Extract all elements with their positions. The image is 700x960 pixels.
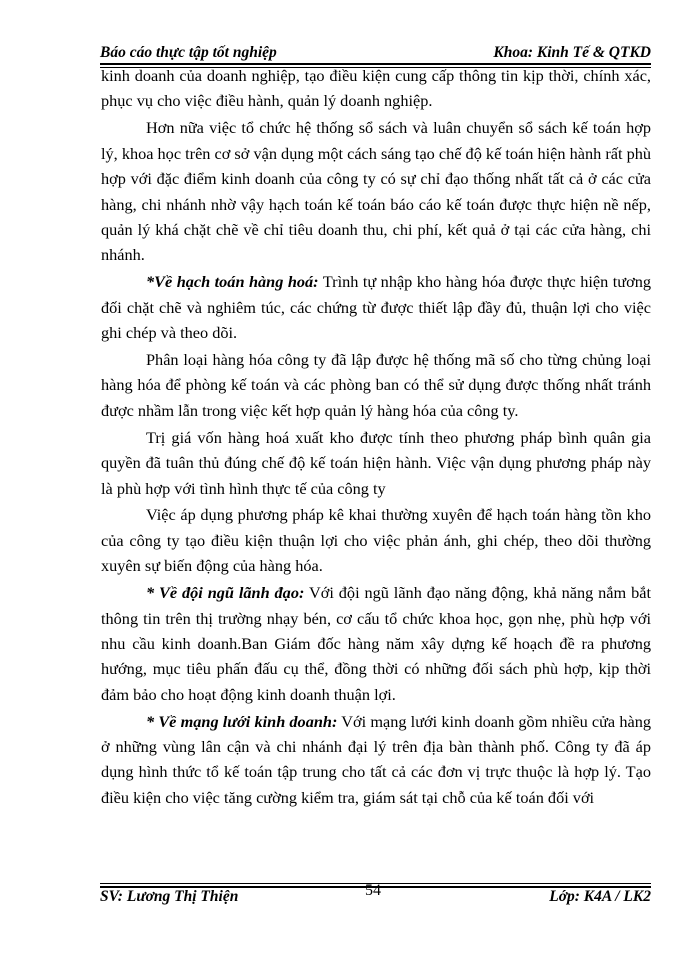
paragraph-1 [101,63,651,114]
document-body [101,63,651,812]
paragraph-7-text: Với đội ngũ lãnh đạo năng động, khả năng nắm bắt thông tin trên thị trường nhạy bén, cơ cấu tổ chức khoa học, gọn nhẹ, phù hợp với nhu cầu kinh doanh.Ban Giám đốc hàng năm xây dựng kế hoạch đề ra phương hướng, mục tiêu phấn đấu cụ thể, đồng thời có những đối sách phù hợp, kịp thời đảm bảo cho hoạt động kinh doanh thuận lợi. [101,583,651,704]
paragraph-2 [101,115,651,267]
paragraph-1-text: kinh doanh của doanh nghiệp, tạo điều kiện cung cấp thông tin kịp thời, chính xác, phục vụ cho việc điều hành, quản lý doanh nghiệp. [101,66,651,111]
paragraph-7-lead: * Về đội ngũ lãnh đạo: [146,583,305,603]
paragraph-5 [101,425,651,501]
header-faculty: Khoa: Kinh Tế & QTKD [493,44,651,61]
footer-student-name: SV: Lương Thị Thiện [100,888,239,905]
paragraph-7 [101,580,651,707]
footer-class: Lớp: K4A / LK2 [549,888,651,905]
paragraph-3-lead: *Về hạch toán hàng hoá: [146,272,319,292]
paragraph-3 [101,269,651,345]
paragraph-8-text: Với mạng lưới kinh doanh gồm nhiều cửa hàng ở những vùng lân cận và chi nhánh đại lý trên địa bàn thành phố. Công ty đã áp dụng hình thức tổ kế toán tập trung cho tất cả các đơn vị trực thuộc là hợp lý. Tạo điều kiện cho việc tăng cường kiểm tra, giám sát tại chỗ của kế toán đối với [101,711,651,807]
paragraph-4-text: Phân loại hàng hóa công ty đã lập được hệ thống mã số cho từng chủng loại hàng hóa để phòng kế toán và các phòng ban có thể sử dụng được thống nhất tránh được nhầm lẫn trong việc kết hợp quản lý hàng hóa của công ty. [101,349,651,420]
paragraph-6 [101,502,651,578]
paragraph-5-text: Trị giá vốn hàng hoá xuất kho được tính theo phương pháp bình quân gia quyền đã tuân thủ đúng chế độ kế toán hiện hành. Việc vận dụng phương pháp này là phù hợp với tình hình thực tế của công ty [101,427,651,498]
paragraph-3-text: Trình tự nhập kho hàng hóa được thực hiện tương đối chặt chẽ và nghiêm túc, các chứng từ được thiết lập đầy đủ, thuận lợi cho việc ghi chép và theo dõi. [101,272,651,343]
header-report-title: Báo cáo thực tập tốt nghiệp [100,44,277,61]
page-footer [100,882,651,910]
footer-page-number: 54 [365,882,381,899]
paragraph-4 [101,347,651,423]
paragraph-6-text: Việc áp dụng phương pháp kê khai thường xuyên để hạch toán hàng tồn kho của công ty tạo điều kiện thuận lợi cho việc phản ánh, ghi chép, theo dõi thường xuyên sự biến động của hàng hóa. [101,505,651,576]
paragraph-8-lead: * Về mạng lưới kinh doanh: [146,711,338,731]
paragraph-8 [101,709,651,811]
paragraph-2-text: Hơn nữa việc tổ chức hệ thống sổ sách và luân chuyển sổ sách kế toán hợp lý, khoa học trên cơ sở vận dụng một cách sáng tạo chế độ kế toán hiện hành rất phù hợp với đặc điểm kinh doanh của công ty có sự chỉ đạo thống nhất tất cả ở các cửa hàng, chi nhánh nhờ vậy hạch toán kế toán báo cáo kế toán được thực hiện nề nếp, quản lý khá chặt chẽ về chỉ tiêu doanh thu, chi phí, kết quả ở tại các cửa hàng, chi nhánh. [101,118,651,265]
